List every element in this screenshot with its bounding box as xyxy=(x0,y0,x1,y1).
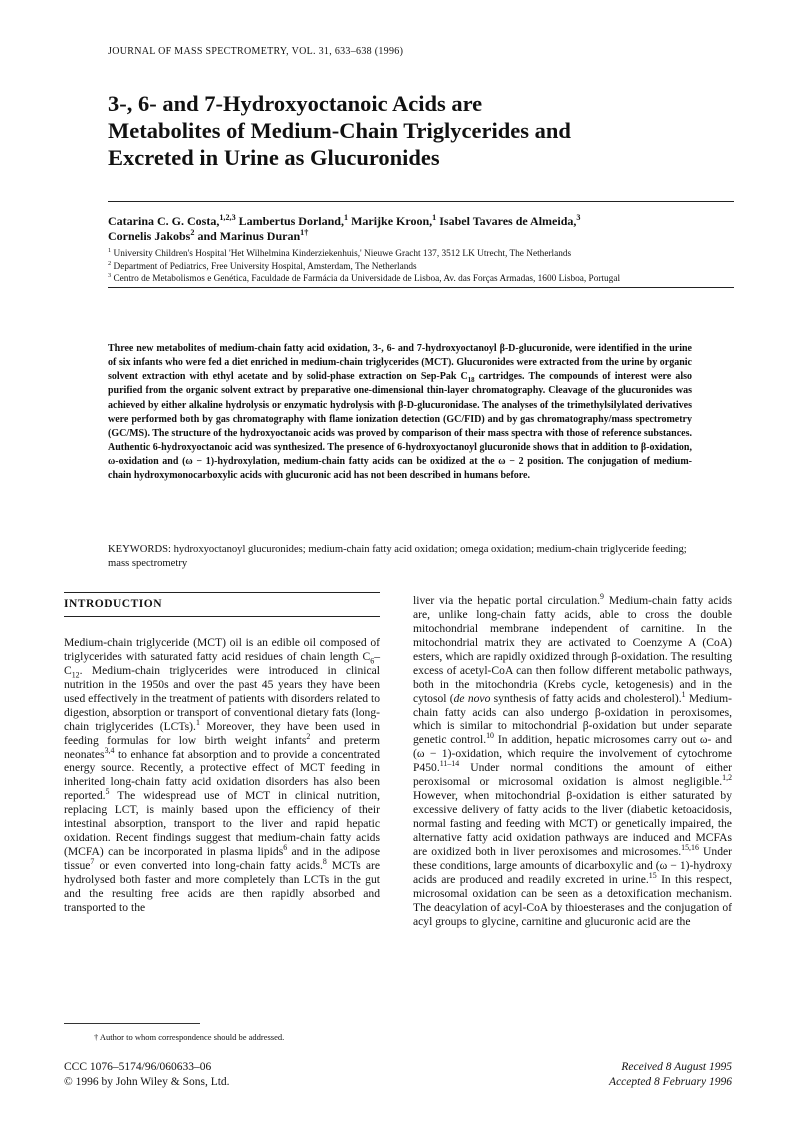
affil-number: 2 xyxy=(108,259,112,267)
citation: 6 xyxy=(283,843,288,853)
title-divider xyxy=(108,201,734,202)
citation: 7 xyxy=(90,857,95,867)
abstract-text: Three new metabolites of medium-chain fatty acid oxidation, 3-, 6- and 7-hydroxyoctanoyl β-D-glucuronide, were identified in the urine of six infants who were fed a diet enriched in medium-chain triglycerides (MCT). Glucuronides were extracted from the urine by organic solvent extraction with ethyl acetate and by solid-phase extraction on Sep-Pak C xyxy=(108,343,692,383)
author-name: Isabel Tavares de Almeida, xyxy=(436,214,577,228)
header-divider xyxy=(108,287,734,288)
section-rule-bottom xyxy=(64,616,380,617)
citation: 11–14 xyxy=(439,759,460,769)
dagger-mark: † xyxy=(304,228,309,237)
copyright: © 1996 by John Wiley & Sons, Ltd. xyxy=(64,1076,230,1088)
author-name: Cornelis Jakobs xyxy=(108,229,191,243)
affil-text: Department of Pediatrics, Free University Hospital, Amsterdam, The Netherlands xyxy=(111,261,417,272)
abstract xyxy=(108,342,692,484)
keywords-text: hydroxyoctanoyl glucuronides; medium-chain fatty acid oxidation; omega oxidation; medium-chain triglyceride feeding; mass spectrometry xyxy=(108,544,687,569)
citation: 5 xyxy=(105,787,110,797)
accepted-date: Accepted 8 February 1996 xyxy=(609,1076,732,1088)
text-run: Moreover, they have been used in feeding formulas for low birth weight infants xyxy=(64,719,380,747)
journal-header: JOURNAL OF MASS SPECTROMETRY, VOL. 31, 633–638 (1996) xyxy=(108,46,404,57)
text-run: However, when mitochondrial β-oxidation is either saturated by excessive delivery of fatty acids to the liver (diabetic ketoacidosis, normal fasting and feeding with MCT) or genetically impaired, the alternative fatty acid oxidation pathways are induced and MCFAs are oxidized both in liver peroxisomes and microsomes. xyxy=(413,789,732,858)
citation: 9 xyxy=(600,592,604,602)
text-run: Medium-chain fatty acids can also undergo β-oxidation in peroxisomes, which is similar to mitochondrial β-oxidation but under separate genetic control. xyxy=(413,691,732,747)
text-run: Under normal conditions the amount of either peroxisomal or microsomal oxidation is almost negligible. xyxy=(413,761,732,789)
citation: 1,2 xyxy=(722,773,732,783)
received-date: Received 8 August 1995 xyxy=(621,1061,732,1073)
citation: 8 xyxy=(322,857,327,867)
text-run: MCTs are hydrolysed both faster and more completely than LCTs in the gut and the resulting free acids are then rapidly absorbed and transported to the xyxy=(64,859,381,914)
title-line: Excreted in Urine as Glucuronides xyxy=(108,145,440,170)
author-affil-mark: 1 xyxy=(432,213,437,222)
author-affil-mark: 3 xyxy=(576,213,581,222)
subscript: 6 xyxy=(370,656,375,666)
text-run: In addition, hepatic microsomes carry out ω- and (ω − 1)-oxidation, which require the involvement of cytochrome P450. xyxy=(413,733,732,775)
citation: 15,16 xyxy=(681,843,699,853)
section-rule-top xyxy=(64,592,380,593)
footnote-rule xyxy=(64,1023,200,1024)
text-run: The widespread use of MCT in clinical nutrition, replacing LCT, is mainly based upon the efficiency of their intestinal absorption, transport to the liver and rapid hepatic oxidation. Recent findings suggest that medium-chain fatty acids (MCFA) can be incorporated in plasma lipids xyxy=(64,789,380,859)
author-name: Lambertus Dorland, xyxy=(235,214,344,228)
paragraph xyxy=(64,636,380,915)
intro-column-right xyxy=(413,594,732,929)
citation: 3,4 xyxy=(104,745,115,755)
text-run: . Medium-chain triglycerides were introduced in clinical nutrition in the 1950s and over the past 45 years they have been used effectively in the treatment of patients with disorders related to digestion, absorption or transport of conventional dietary fats (long-chain triglycerides (LCTs). xyxy=(64,663,380,733)
italic-text: de novo xyxy=(453,691,491,705)
author-affil-mark: 2 xyxy=(190,228,195,237)
author-affil-mark: 1,2,3 xyxy=(219,213,236,222)
text-run: –C xyxy=(64,649,380,677)
dates-block xyxy=(560,1060,732,1090)
text-run: or even converted into long-chain fatty acids. xyxy=(94,859,323,872)
author-list xyxy=(108,214,734,244)
title-line: Metabolites of Medium-Chain Triglycerides and xyxy=(108,118,571,143)
paragraph xyxy=(413,594,732,929)
text-run: Medium-chain triglyceride (MCT) oil is an edible oil composed of triglycerides with saturated fatty acid residues of chain length C xyxy=(64,636,380,663)
citation: 1 xyxy=(681,689,686,699)
author-name: Catarina C. G. Costa, xyxy=(108,214,220,228)
keywords-label: KEYWORDS: xyxy=(108,544,174,555)
affiliation-list xyxy=(108,248,734,286)
affiliation xyxy=(108,261,734,274)
text-run: and in the adipose tissue xyxy=(64,845,380,872)
abstract-text: cartridges. The compounds of interest were also purified from the organic solvent extract by preparative one-dimensional thin-layer chromatography. Cleavage of the glucuronides was achieved by either alkaline hydrolysis or enzymatic hydrolysis with β-D-glucuronidase. The analyses of the trimethylsilylated derivatives were performed both by gas chromatography with flame ionization detection (GC/FID) and by gas chromatography/mass spectrometry (GC/MS). The structure of the hydroxyoctanoic acids was proved by comparison of their mass spectra with those of reference substances. Authentic 6-hydroxyoctanoic acid was synthesized. The presence of 6-hydroxyoctanoyl glucuronide shows that in addition to β-oxidation, ω-oxidation and (ω − 1)-hydroxylation, medium-chain fatty acids can be oxidized at the ω − 2 position. The conjugation of medium-chain hydroxymonocarboxylic acids with glucuronic acid has not been described in humans before. xyxy=(108,371,693,482)
affil-number: 1 xyxy=(108,246,112,254)
affil-number: 3 xyxy=(108,271,112,279)
affiliation xyxy=(108,248,734,261)
author-affil-mark: 1 xyxy=(300,228,305,237)
text-run: and preterm neonates xyxy=(64,733,380,761)
text-run: In this respect, microsomal oxidation can be seen as a detoxification mechanism. The deacylation of acyl-CoA by thioesterases and the conjugation of acyl groups to glycine, carnitine and glucuronic acid are the xyxy=(413,872,732,928)
copyright-block xyxy=(64,1060,230,1090)
title-line: 3-, 6- and 7-Hydroxyoctanoic Acids are xyxy=(108,91,483,116)
keywords xyxy=(108,543,692,571)
citation: 1 xyxy=(195,717,200,727)
text-run: liver via the hepatic portal circulation. xyxy=(413,594,601,607)
affil-text: University Children's Hospital 'Het Wilhelmina Kinderziekenhuis,' Nieuwe Gracht 137, 3512 LK Utrecht, The Netherlands xyxy=(111,249,572,259)
author-name: Marijke Kroon, xyxy=(348,214,433,228)
citation: 15 xyxy=(648,870,657,880)
citation: 2 xyxy=(306,731,311,741)
abstract-subscript: 18 xyxy=(467,377,475,385)
intro-column-left xyxy=(64,636,380,915)
ccc-code: CCC 1076–5174/96/060633–06 xyxy=(64,1061,212,1073)
affiliation xyxy=(108,273,734,286)
author-name: and Marinus Duran xyxy=(194,229,301,243)
affil-text: Centro de Metabolismos e Genética, Faculdade de Farmácia da Universidade de Lisboa, Av. das Forças Armadas, 1600 Lisboa, Portugal xyxy=(111,274,621,284)
text-run: to enhance fat absorption and to provide a concentrated energy source. Recently, a protective effect of MCT feeding in inherited long-chain fatty acid oxidation disorders has also been reported. xyxy=(64,747,380,803)
citation: 10 xyxy=(486,731,494,741)
subscript: 12 xyxy=(71,670,80,680)
section-heading: INTRODUCTION xyxy=(64,598,163,610)
footnote: † Author to whom correspondence should be addressed. xyxy=(94,1032,285,1042)
text-run: synthesis of fatty acids and cholesterol). xyxy=(490,691,682,705)
text-run: Medium-chain fatty acids are, unlike long-chain fatty acids, able to cross the double mitochondrial membrane independent of carnitine. In the mitochondrial matrix they are activated to Coenzyme A (CoA) esters, which are rapidly oxidized through β-oxidation. The resulting excess of acetyl-CoA can then follow different metabolic pathways, both in the mitochondria (Krebs cycle, ketogenesis) and in the cytosol ( xyxy=(413,594,732,705)
text-run: Under these conditions, large amounts of dicarboxylic and (ω − 1)-hydroxy acids are produced and readily excreted in urine. xyxy=(413,844,732,886)
author-affil-mark: 1 xyxy=(343,213,349,222)
article-title xyxy=(108,90,708,171)
